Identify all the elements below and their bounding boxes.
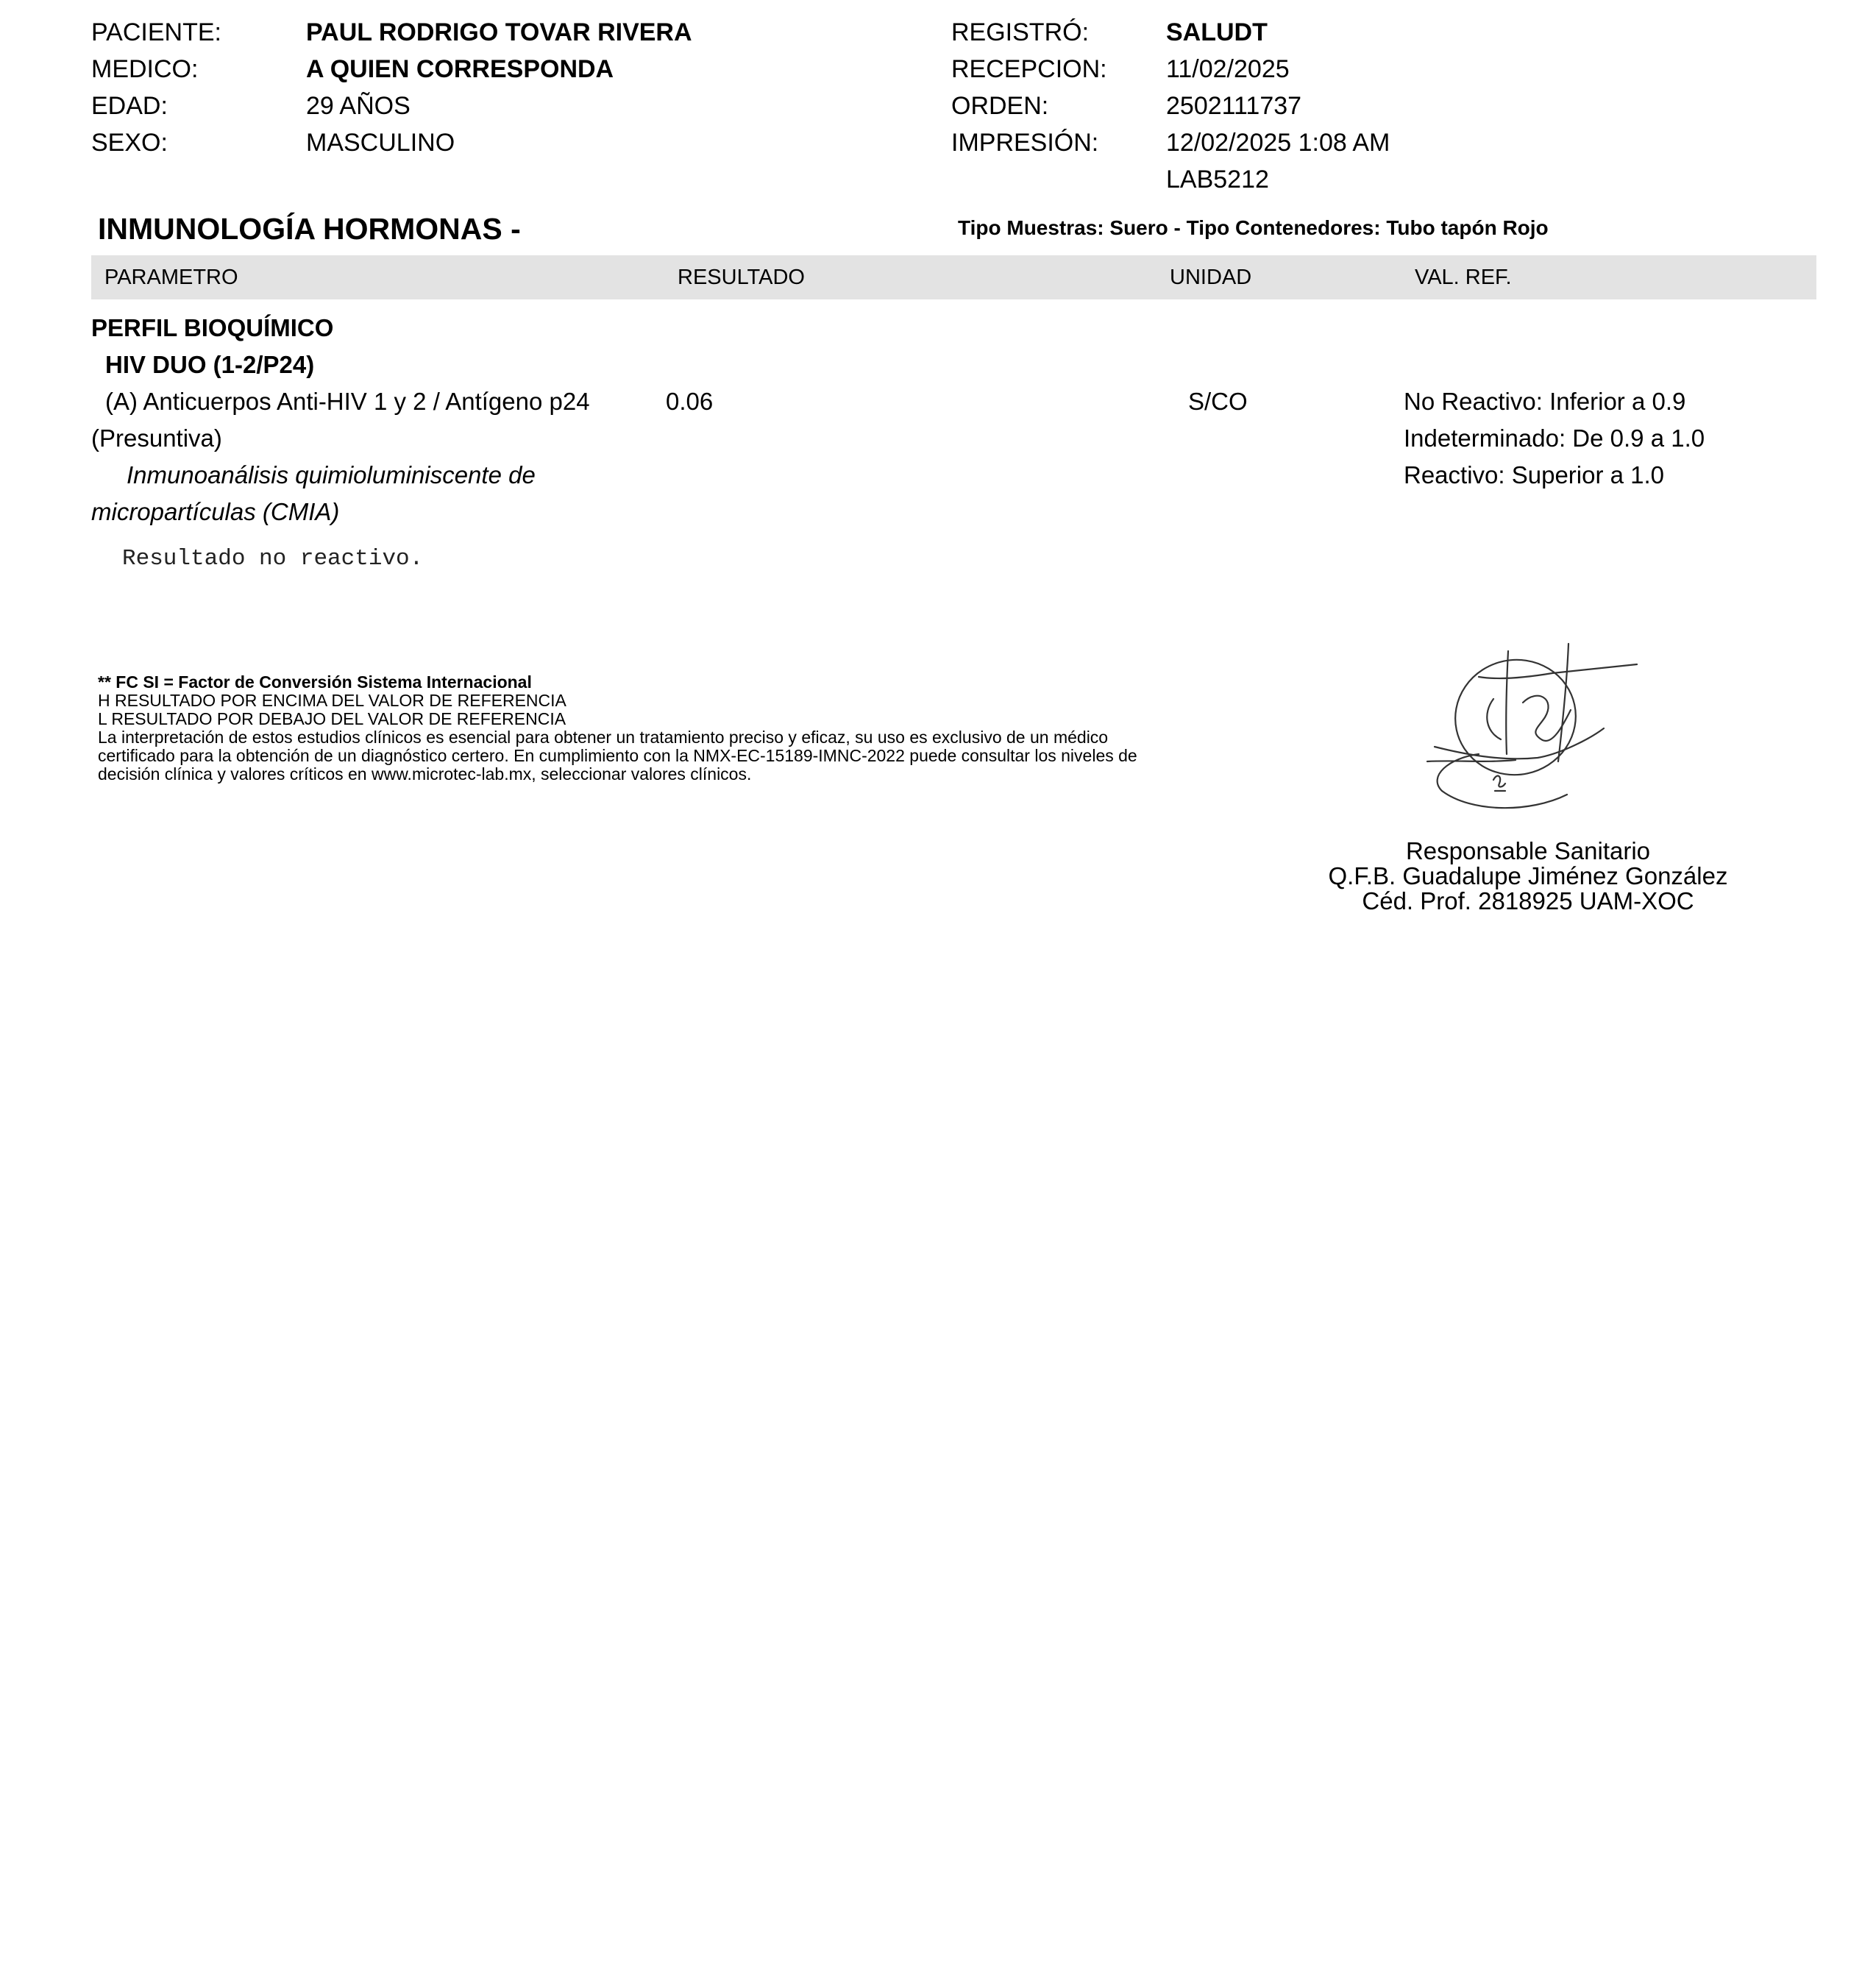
sample-info: Tipo Muestras: Suero - Tipo Contenedores: Tubo tapón Rojo	[958, 216, 1549, 239]
value-registro: SALUDT	[1166, 18, 1268, 46]
header-val-ref: VAL. REF.	[1415, 266, 1512, 289]
label-sexo: SEXO:	[91, 129, 168, 157]
footnote-6: decisión clínica y valores críticos en www.microtec-lab.mx, seleccionar valores clínicos.	[98, 764, 752, 784]
footnote-4: La interpretación de estos estudios clínicos es esencial para obtener un tratamiento preciso y eficaz, su uso es exclusivo de un médico	[98, 728, 1109, 747]
value-edad: 29 AÑOS	[306, 92, 411, 120]
value-lab-code: LAB5212	[1166, 166, 1269, 193]
signature-image	[1413, 636, 1648, 817]
profile-title: PERFIL BIOQUÍMICO	[91, 314, 334, 341]
ref-line-3: Reactivo: Superior a 1.0	[1404, 461, 1665, 489]
section-title: INMUNOLOGÍA HORMONAS -	[98, 212, 521, 246]
label-edad: EDAD:	[91, 92, 168, 120]
result-comment: Resultado no reactivo.	[122, 546, 424, 572]
footnote-5: certificado para la obtención de un diagnóstico certero. En cumplimiento con la NMX-EC-15189-IMNC-2022 puede consultar los niveles de	[98, 746, 1137, 765]
footnote-3: L RESULTADO POR DEBAJO DEL VALOR DE REFERENCIA	[98, 709, 566, 728]
value-orden: 2502111737	[1166, 92, 1302, 120]
test-name: HIV DUO (1-2/P24)	[105, 351, 315, 378]
value-medico: A QUIEN CORRESPONDA	[306, 55, 614, 83]
header-resultado: RESULTADO	[678, 266, 805, 289]
header-unidad: UNIDAD	[1170, 266, 1252, 289]
value-paciente: PAUL RODRIGO TOVAR RIVERA	[306, 18, 692, 46]
method-line-1: Inmunoanálisis quimioluminiscente de	[127, 461, 536, 489]
method-line-2: micropartículas (CMIA)	[91, 498, 340, 525]
ref-line-1: No Reactivo: Inferior a 0.9	[1404, 388, 1686, 415]
table-header	[91, 255, 1816, 299]
header-parametro: PARAMETRO	[104, 266, 238, 289]
footnote-2: H RESULTADO POR ENCIMA DEL VALOR DE REFERENCIA	[98, 691, 566, 710]
label-recepcion: RECEPCION:	[951, 55, 1107, 83]
value-recepcion: 11/02/2025	[1166, 55, 1290, 83]
param-line-2: (Presuntiva)	[91, 424, 222, 452]
result-value: 0.06	[666, 388, 714, 415]
label-registro: REGISTRÓ:	[951, 18, 1090, 46]
value-impresion: 12/02/2025 1:08 AM	[1166, 129, 1390, 157]
value-sexo: MASCULINO	[306, 129, 455, 157]
signatory-license: Céd. Prof. 2818925 UAM-XOC	[1362, 887, 1694, 914]
param-line-1: (A) Anticuerpos Anti-HIV 1 y 2 / Antígeno p24	[105, 388, 590, 415]
signatory-role: Responsable Sanitario	[1405, 837, 1651, 864]
label-medico: MEDICO:	[91, 55, 199, 83]
label-orden: ORDEN:	[951, 92, 1049, 120]
result-unit: S/CO	[1188, 388, 1248, 415]
signatory-name: Q.F.B. Guadalupe Jiménez González	[1328, 862, 1728, 889]
footnote-1: ** FC SI = Factor de Conversión Sistema Internacional	[98, 672, 532, 692]
label-paciente: PACIENTE:	[91, 18, 221, 46]
label-impresion: IMPRESIÓN:	[951, 129, 1099, 157]
ref-line-2: Indeterminado: De 0.9 a 1.0	[1404, 424, 1705, 452]
